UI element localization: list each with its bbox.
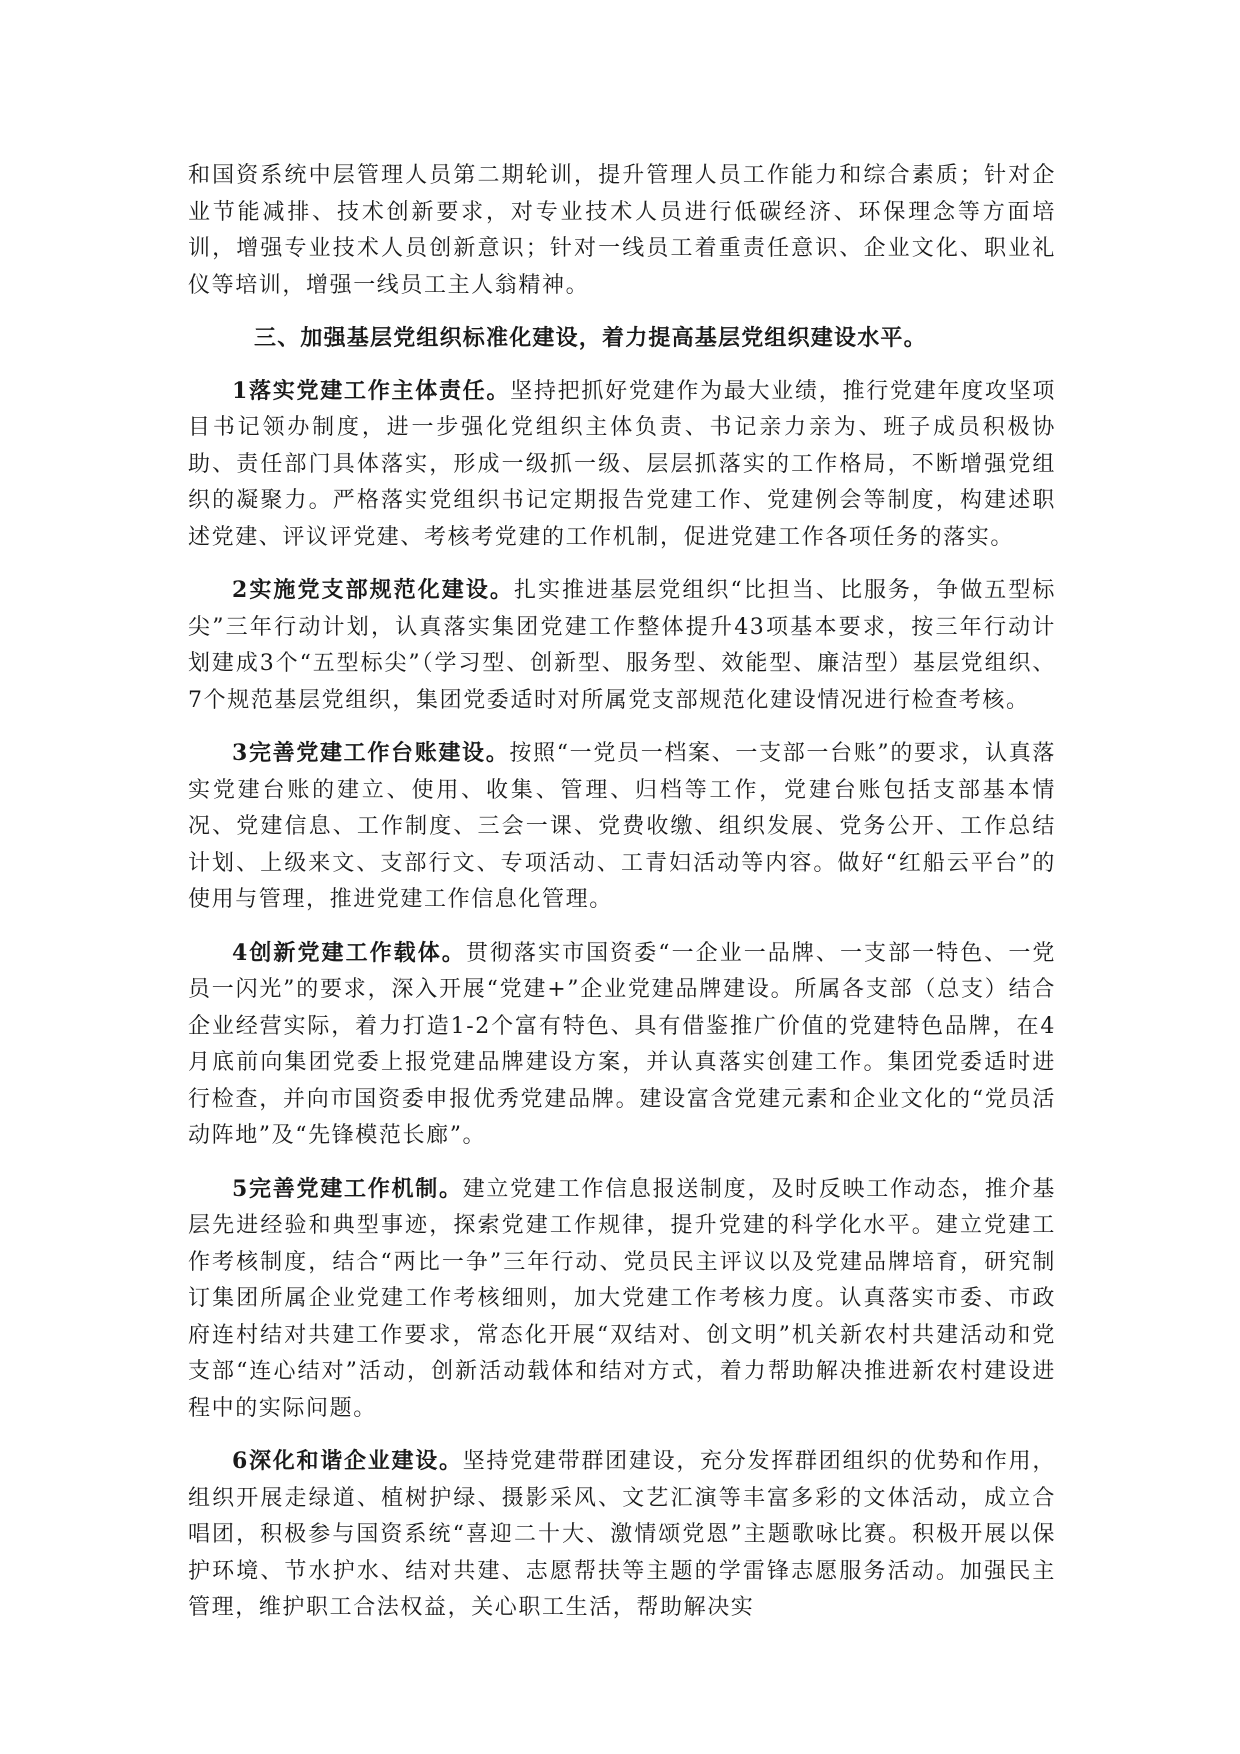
section-heading: 三、加强基层党组织标准化建设，着力提高基层党组织建设水平。	[254, 325, 927, 351]
intro-paragraph: 和国资系统中层管理人员第二期轮训，提升管理人员工作能力和综合素质；针对企业节能减排、技术创新要求，对专业技术人员进行低碳经济、环保理念等方面培训，增强专业技术人员创新意识；针对一线员工着重责任意识、企业文化、职业礼仪等培训，增强一线员工主人翁精神。	[188, 163, 1056, 298]
item-body: 按照“一党员一档案、一支部一台账”的要求，认真落实党建台账的建立、使用、收集、管理、归档等工作，党建台账包括支部基本情况、党建信息、工作制度、三会一课、党费收缴、组织发展、党务公开、工作总结计划、上级来文、支部行文、专项活动、工青妇活动等内容。做好“红船云平台”的使用与管理，推进党建工作信息化管理。	[188, 741, 1056, 912]
item-body: 扎实推进基层党组织“比担当、比服务，争做五型标尖”三年行动计划，认真落实集团党建工作整体提升43项基本要求，按三年行动计划建成3个“五型标尖”（学习型、创新型、服务型、效能型、廉洁型）基层党组织、7个规范基层党组织，集团党委适时对所属党支部规范化建设情况进行检查考核。	[188, 578, 1056, 713]
item-paragraph-1	[188, 373, 1056, 557]
item-body: 坚持党建带群团建设，充分发挥群团组织的优势和作用，组织开展走绿道、植树护绿、摄影采风、文艺汇演等丰富多彩的文体活动，成立合唱团，积极参与国资系统“喜迎二十大、激情颂党恩”主题歌咏比赛。积极开展以保护环境、节水护水、结对共建、志愿帮扶等主题的学雷锋志愿服务活动。加强民主管理，维护职工合法权益，关心职工生活，帮助解决实	[188, 1449, 1056, 1620]
item-paragraph-2	[188, 572, 1056, 719]
item-lead: 4创新党建工作载体。	[232, 939, 466, 966]
document-body	[188, 158, 1056, 1643]
item-paragraph-4	[188, 935, 1056, 1155]
item-body: 坚持把抓好党建作为最大业绩，推行党建年度攻坚项目书记领办制度，进一步强化党组织主体负责、书记亲力亲为、班子成员积极协助、责任部门具体落实，形成一级抓一级、层层抓落实的工作格局，不断增强党组织的凝聚力。严格落实党组织书记定期报告党建工作、党建例会等制度，构建述职述党建、评议评党建、考核考党建的工作机制，促进党建工作各项任务的落实。	[188, 378, 1056, 550]
item-lead: 1落实党建工作主体责任。	[232, 377, 511, 404]
item-lead: 6深化和谐企业建设。	[232, 1448, 463, 1474]
item-paragraph-5	[188, 1171, 1056, 1428]
item-body: 建立党建工作信息报送制度，及时反映工作动态，推介基层先进经验和典型事迹，探索党建工作规律，提升党建的科学化水平。建立党建工作考核制度，结合“两比一争”三年行动、党员民主评议以及党建品牌培育，研究制订集团所属企业党建工作考核细则，加大党建工作考核力度。认真落实市委、市政府连村结对共建工作要求，常态化开展“双结对、创文明”机关新农村共建活动和党支部“连心结对”活动，创新活动载体和结对方式，着力帮助解决推进新农村建设进程中的实际问题。	[188, 1176, 1056, 1421]
item-lead: 5完善党建工作机制。	[232, 1175, 463, 1202]
item-lead: 2实施党支部规范化建设。	[232, 577, 514, 603]
item-paragraph-3	[188, 735, 1056, 919]
item-lead: 3完善党建工作台账建设。	[232, 740, 510, 766]
item-paragraph-6	[188, 1443, 1056, 1627]
item-body: 贯彻落实市国资委“一企业一品牌、一支部一特色、一党员一闪光”的要求，深入开展“党建+”企业党建品牌建设。所属各支部（总支）结合企业经营实际，着力打造1-2个富有特色、具有借鉴推广价值的党建特色品牌，在4月底前向集团党委上报党建品牌建设方案，并认真落实创建工作。集团党委适时进行检查，并向市国资委申报优秀党建品牌。建设富含党建元素和企业文化的“党员活动阵地”及“先锋模范长廊”。	[188, 940, 1057, 1148]
